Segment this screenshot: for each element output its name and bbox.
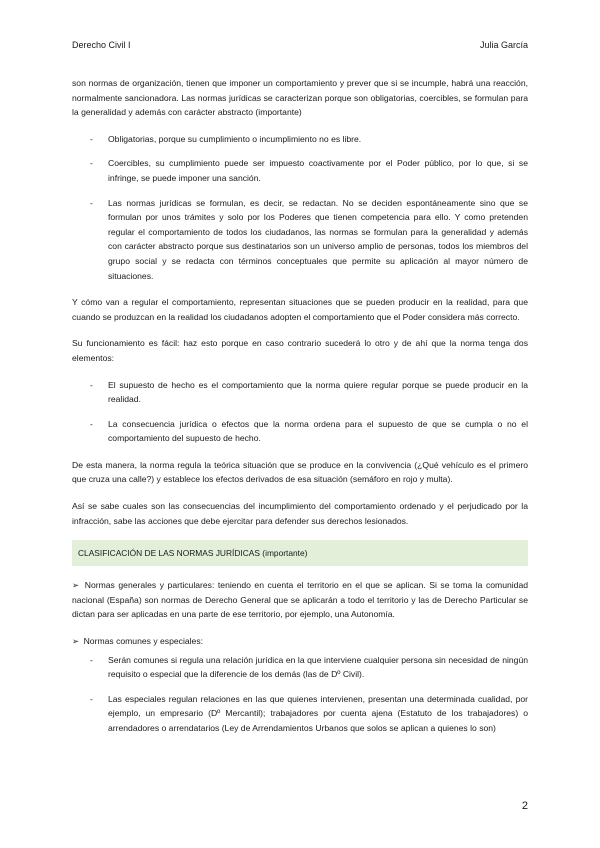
bullet-list-characteristics (72, 132, 528, 283)
paragraph-text: Normas comunes y especiales: (83, 636, 203, 647)
paragraph: Así se sabe cuales son las consecuencias del incumplimiento del comportamiento ordenado y el perjudicado por la infracción, sabe las acciones que debe ejercitar para defender sus derechos lesionados. (72, 501, 528, 526)
header-course: Derecho Civil I (72, 40, 131, 50)
paragraph (72, 634, 528, 649)
page-content (72, 76, 528, 748)
paragraph: De esta manera, la norma regula la teórica situación que se produce en la convivencia (¿Qué vehículo es el primero que cruza una calle?) y establece los efectos derivados de esa situación (semáforo en rojo y multa). (72, 459, 528, 485)
section-tag: (importante) (262, 548, 308, 559)
list-item: - Serán comunes si regula una relación jurídica en la que interviene cualquier persona sin necesidad de ningún requisito o especial que la diferencie de los demás (las de Dº Civil). (72, 653, 528, 682)
list-item: - La consecuencia jurídica o efectos que la norma ordena para el supuesto de que se cumpla o no el comportamiento del supuesto de hecho. (72, 417, 528, 446)
page-number: 2 (521, 800, 528, 812)
bullet-list-comunes-especiales (72, 653, 528, 736)
list-item: - Coercibles, su cumplimiento puede ser impuesto coactivamente por el Poder público, por lo que, si se infringe, se puede imponer una sanción. (72, 156, 528, 185)
paragraph: Y cómo van a regular el comportamiento, representan situaciones que se pueden producir en la realidad, para que cuando se produzcan en la realidad los ciudadanos adopten el comportamiento que el Poder considera más correcto. (72, 297, 528, 322)
paragraph (72, 578, 528, 622)
arrow-bullet-icon: ➢ (72, 580, 80, 591)
paragraph: son normas de organización, tienen que imponer un comportamiento y prever que si se incumple, habrá una reacción, normalmente sancionadora. Las normas jurídicas se caracterizan porque son obligatorias, coercibles, se formulan para la generalidad y además con carácter abstracto (importante) (72, 78, 528, 118)
bullet-list-elements (72, 378, 528, 446)
paragraph-text: Normas generales y particulares: teniendo en cuenta el territorio en el que se aplican. Si se toma la comunidad nacional (España) son normas de Derecho General que se aplicarán a todo el territorio y las de Derecho Particular se dictan para ser aplicadas en una parte de ese territorio, por ejemplo, una Autonomía. (72, 580, 528, 620)
paragraph: Su funcionamiento es fácil: haz esto porque en caso contrario sucederá lo otro y de ahí que la norma tenga dos elementos: (72, 338, 528, 363)
list-item: - Las especiales regulan relaciones en las que quienes intervienen, presentan una determinada cualidad, por ejemplo, un empresario (Dº Mercantil); trabajadores por cuenta ajena (Estatuto de los trabajadores) o arrendadores o arrendatarios (Ley de Arrendamientos Urbanos que solos se aplican a quienes lo son) (72, 692, 528, 736)
section-heading (72, 540, 528, 566)
list-item: - Las normas jurídicas se formulan, es decir, se redactan. No se deciden espontáneamente sino que se formulan por unos trámites y solo por los Poderes que tienen competencia para ello. Y como pretenden regular el comportamiento de todos los ciudadanos, las normas se formulan para la generalidad y además con carácter abstracto porque sus destinatarios son un universo amplio de personas, todos los miembros del grupo social y se redacta con términos conceptuales que permite su aplicación al mayor número de situaciones. (72, 196, 528, 284)
section-title: CLASIFICACIÓN DE LAS NORMAS JURÍDICAS (78, 548, 260, 559)
header-author: Julia García (479, 40, 528, 50)
list-item: - Obligatorias, porque su cumplimiento o incumplimiento no es libre. (72, 132, 528, 147)
list-item: - El supuesto de hecho es el comportamiento que la norma quiere regular porque se puede producir en la realidad. (72, 378, 528, 407)
arrow-bullet-icon: ➢ (72, 636, 80, 647)
